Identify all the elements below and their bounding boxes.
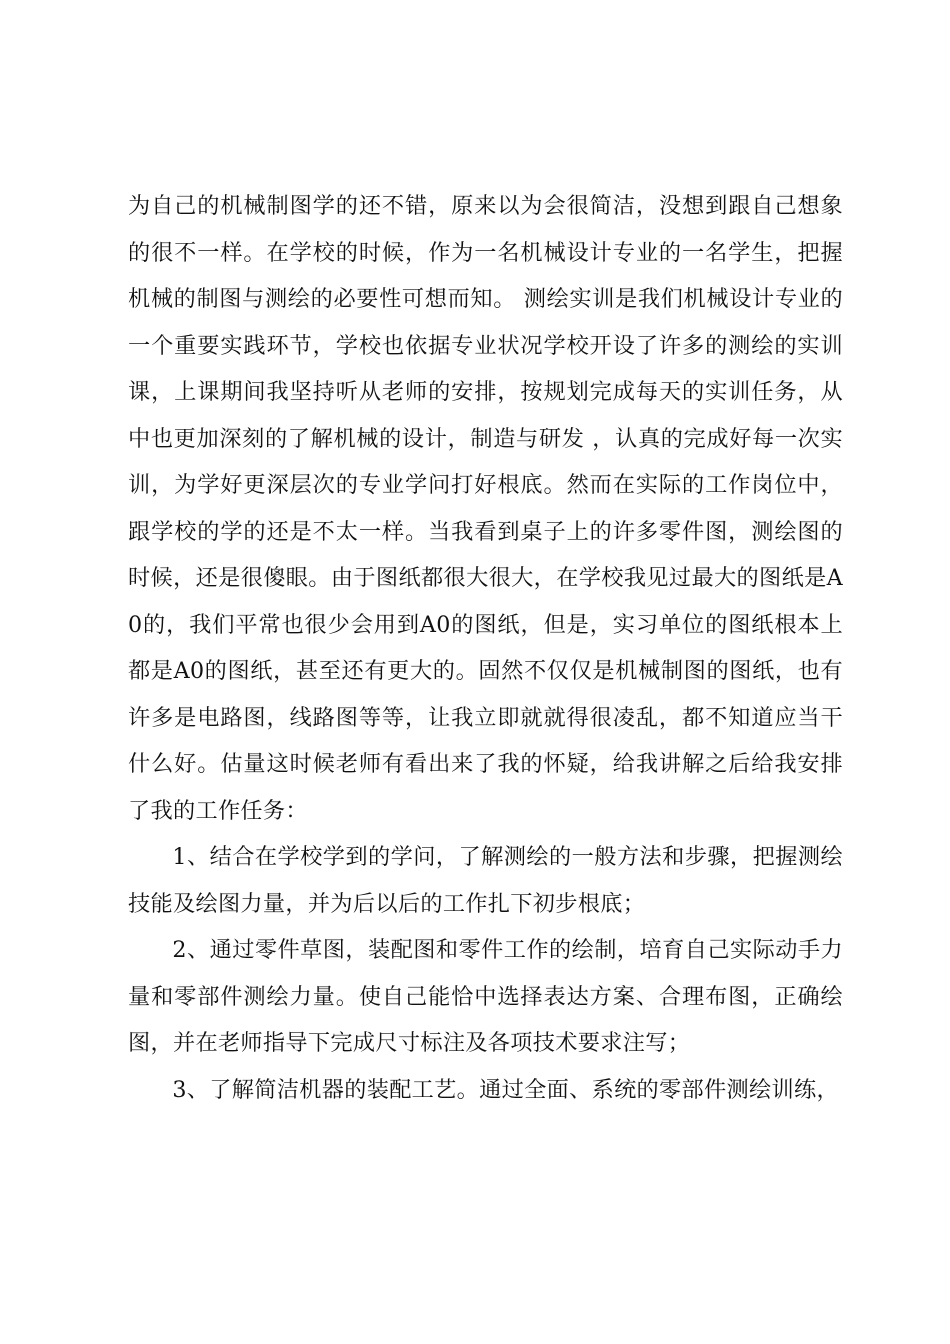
paragraph-task-1: 1、结合在学校学到的学问，了解测绘的一般方法和步骤，把握测绘技能及绘图力量，并为后以后的工作扎下初步根底； [128, 844, 843, 917]
paragraph-task-3: 3、了解简洁机器的装配工艺。通过全面、系统的零部件测绘训练， [172, 1076, 839, 1103]
paragraph-task-2: 2、通过零件草图，装配图和零件工作的绘制，培育自己实际动手力量和零部件测绘力量。使自己能恰中选择表达方案、合理布图，正确绘图，并在老师指导下完成尺寸标注及各项技术要求注写； [128, 937, 843, 1056]
paragraph-continuation: 为自己的机械制图学的还不错，原来以为会很简洁，没想到跟自己想象的很不一样。在学校的时候，作为一名机械设计专业的一名学生，把握机械的制图与测绘的必要性可想而知。 测绘实训是我们机械设计专业的一个重要实践环节，学校也依据专业状况学校开设了许多的测绘的实训课，上课期间我坚持听从老师的安排，按规划完成每天的实训任务，从中也更加深刻的了解机械的设计，制造与研发 ，认真的完成好每一次实训，为学好更深层次的专业学问打好根底。然而在实际的工作岗位中，跟学校的学的还是不太一样。当我看到桌子上的许多零件图，测绘图的时候，还是很傻眼。由于图纸都很大很大，在学校我见过最大的图纸是A0的，我们平常也很少会用到A0的图纸，但是，实习单位的图纸根本上都是A0的图纸，甚至还有更大的。固然不仅仅是机械制图的图纸，也有许多是电路图，线路图等等，让我立即就就得很凌乱，都不知道应当干什么好。估量这时候老师有看出来了我的怀疑，给我讲解之后给我安排了我的工作任务： [128, 193, 843, 824]
body-text [128, 183, 843, 1113]
